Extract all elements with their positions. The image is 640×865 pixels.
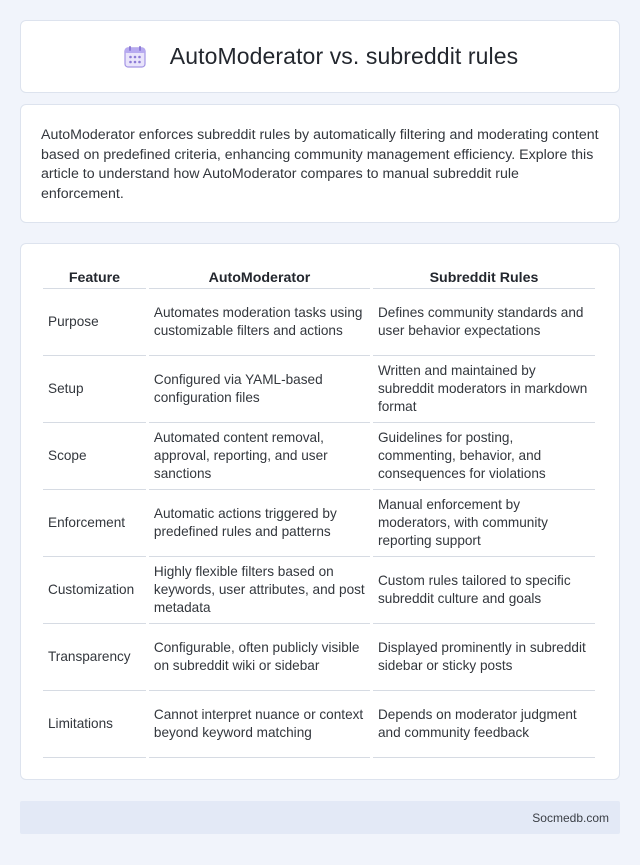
automoderator-cell: Automated content removal, approval, reporting, and user sanctions bbox=[149, 423, 370, 490]
automoderator-cell: Highly flexible filters based on keywords, user attributes, and post metadata bbox=[149, 557, 370, 624]
table-row bbox=[43, 356, 595, 423]
comparison-card bbox=[20, 243, 620, 780]
subreddit-rules-cell: Guidelines for posting, commenting, behavior, and consequences for violations bbox=[373, 423, 595, 490]
table-row bbox=[43, 423, 595, 490]
page-title: AutoModerator vs. subreddit rules bbox=[169, 43, 519, 69]
comparison-table bbox=[40, 264, 598, 758]
automoderator-cell: Configurable, often publicly visible on subreddit wiki or sidebar bbox=[149, 624, 370, 691]
subreddit-rules-cell: Written and maintained by subreddit moderators in markdown format bbox=[373, 356, 595, 423]
feature-cell: Transparency bbox=[43, 624, 146, 691]
footer-bar bbox=[20, 801, 620, 834]
automoderator-cell: Automates moderation tasks using customizable filters and actions bbox=[149, 289, 370, 356]
feature-cell: Setup bbox=[43, 356, 146, 423]
intro-card bbox=[20, 104, 620, 223]
table-row bbox=[43, 490, 595, 557]
automoderator-cell: Configured via YAML-based configuration files bbox=[149, 356, 370, 423]
table-row bbox=[43, 557, 595, 624]
table-row bbox=[43, 624, 595, 691]
footer-source: Socmedb.com bbox=[532, 810, 609, 825]
header-subreddit-rules: Subreddit Rules bbox=[373, 264, 595, 289]
header-automoderator: AutoModerator bbox=[149, 264, 370, 289]
table-header-row bbox=[43, 264, 595, 289]
feature-cell: Enforcement bbox=[43, 490, 146, 557]
feature-cell: Scope bbox=[43, 423, 146, 490]
automoderator-cell: Automatic actions triggered by predefined rules and patterns bbox=[149, 490, 370, 557]
table-row bbox=[43, 691, 595, 758]
table-row bbox=[43, 289, 595, 356]
subreddit-rules-cell: Displayed prominently in subreddit sidebar or sticky posts bbox=[373, 624, 595, 691]
subreddit-rules-cell: Depends on moderator judgment and community feedback bbox=[373, 691, 595, 758]
feature-cell: Customization bbox=[43, 557, 146, 624]
header-feature: Feature bbox=[43, 264, 146, 289]
automoderator-cell: Cannot interpret nuance or context beyond keyword matching bbox=[149, 691, 370, 758]
feature-cell: Limitations bbox=[43, 691, 146, 758]
subreddit-rules-cell: Custom rules tailored to specific subreddit culture and goals bbox=[373, 557, 595, 624]
title-card bbox=[20, 20, 620, 93]
intro-paragraph: AutoModerator enforces subreddit rules by automatically filtering and moderating content based on predefined criteria, enhancing community management efficiency. Explore this article to understand how AutoModerator compares to manual subreddit rule enforcement. bbox=[41, 127, 599, 202]
calendar-icon bbox=[122, 44, 148, 70]
feature-cell: Purpose bbox=[43, 289, 146, 356]
subreddit-rules-cell: Manual enforcement by moderators, with community reporting support bbox=[373, 490, 595, 557]
subreddit-rules-cell: Defines community standards and user behavior expectations bbox=[373, 289, 595, 356]
